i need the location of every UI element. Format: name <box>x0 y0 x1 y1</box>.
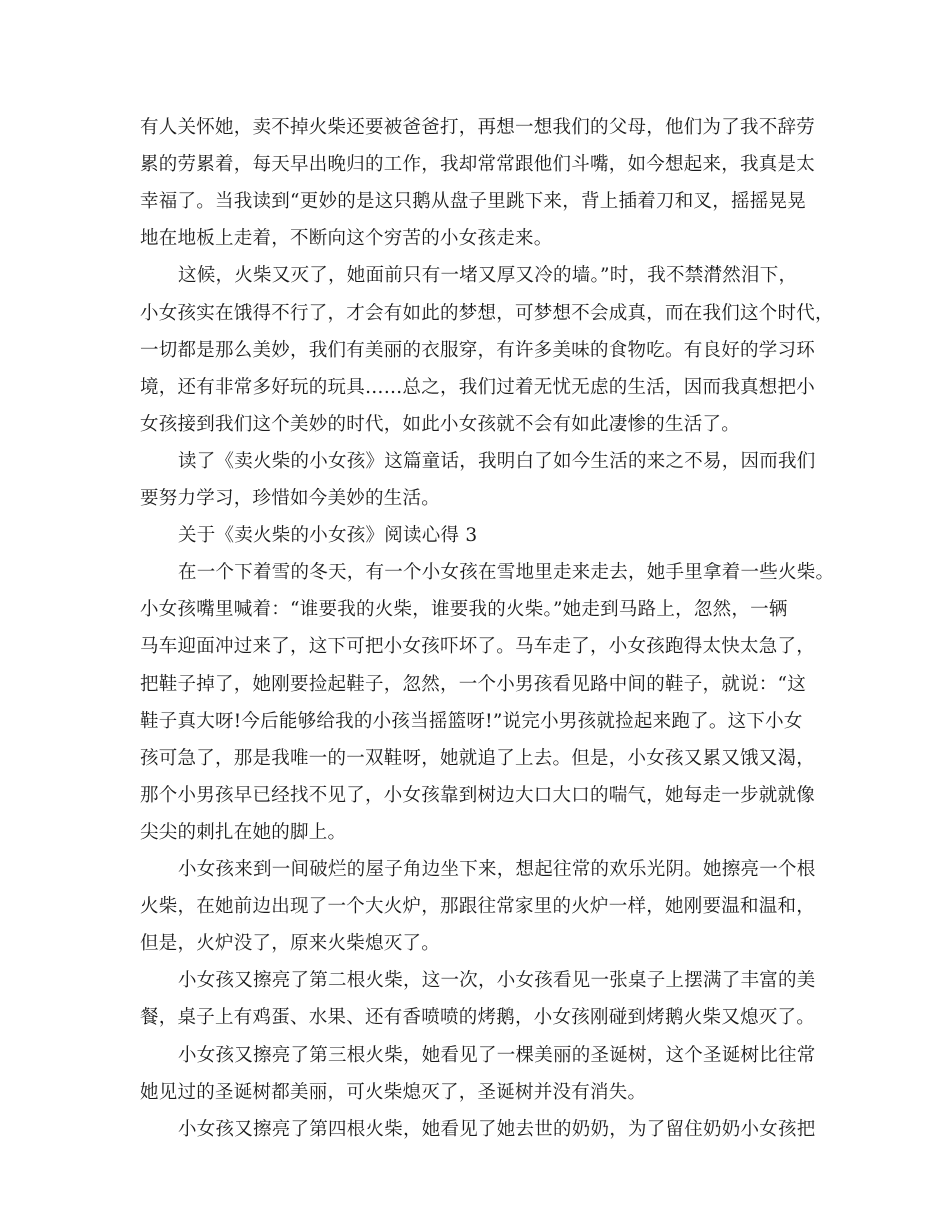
text-line: 读了《卖火柴的小女孩》这篇童话，我明白了如今生活的来之不易，因而我们 <box>178 450 816 472</box>
text-line: 这候，火柴又灭了，她面前只有一堵又厚又冷的墙。”时，我不禁潸然泪下， <box>178 265 798 287</box>
text-line: 她见过的圣诞树都美丽，可火柴熄灭了，圣诞树并没有消失。 <box>140 1081 647 1103</box>
text-line: 一切都是那么美妙，我们有美丽的衣服穿，有许多美味的食物吃。有良好的学习环 <box>140 339 816 361</box>
text-line: 小女孩又擦亮了第四根火柴，她看见了她去世的奶奶，为了留住奶奶小女孩把 <box>178 1118 816 1140</box>
text-line: 小女孩实在饿得不行了，才会有如此的梦想，可梦想不会成真，而在我们这个时代， <box>140 302 834 324</box>
text-line: 马车迎面冲过来了，这下可把小女孩吓坏了。马车走了，小女孩跑得太快太急了， <box>140 636 816 658</box>
text-line: 地在地板上走着，不断向这个穷苦的小女孩走来。 <box>140 228 553 250</box>
text-line: 餐，桌子上有鸡蛋、水果、还有香喷喷的烤鹅，小女孩刚碰到烤鹅火柴又熄灭了。 <box>140 1007 816 1029</box>
text-line: 境，还有非常多好玩的玩具……总之，我们过着无忧无虑的生活，因而我真想把小 <box>140 376 816 398</box>
text-line: 但是，火炉没了，原来火柴熄灭了。 <box>140 933 441 955</box>
text-line: 要努力学习，珍惜如今美妙的生活。 <box>140 488 441 509</box>
text-line: 尖尖的刺扎在她的脚上。 <box>140 821 347 843</box>
text-line: 小女孩来到一间破烂的屋子角边坐下来，想起往常的欢乐光阴。她擦亮一个根 <box>178 859 816 880</box>
text-line: 女孩接到我们这个美妙的时代，如此小女孩就不会有如此凄惨的生活了。 <box>140 413 741 435</box>
text-line: 累的劳累着，每天早出晚归的工作，我却常常跟他们斗嘴，如今想起来，我真是太 <box>140 154 816 176</box>
text-line: 小女孩嘴里喊着：“谁要我的火柴，谁要我的火柴。”她走到马路上，忽然，一辆 <box>140 599 788 621</box>
text-line: 有人关怀她，卖不掉火柴还要被爸爸打，再想一想我们的父母，他们为了我不辞劳 <box>140 117 816 138</box>
text-line: 火柴，在她前边出现了一个大火炉，那跟往常家里的火炉一样，她刚要温和温和， <box>140 896 816 918</box>
text-line: 把鞋子掉了，她刚要捡起鞋子，忽然，一个小男孩看见路中间的鞋子，就说：“这 <box>140 673 806 695</box>
text-line: 关于《卖火柴的小女孩》阅读心得 3 <box>178 525 478 547</box>
text-line: 鞋子真大呀!今后能够给我的小孩当摇篮呀!”说完小男孩就捡起来跑了。这下小女 <box>140 710 803 732</box>
text-line: 那个小男孩早已经找不见了，小女孩靠到树边大口大口的喘气，她每走一步就就像 <box>140 784 816 806</box>
text-line: 孩可急了，那是我唯一的一双鞋呀，她就追了上去。但是，小女孩又累又饿又渴， <box>140 747 816 769</box>
text-line: 小女孩又擦亮了第三根火柴，她看见了一棵美丽的圣诞树，这个圣诞树比往常 <box>178 1044 816 1066</box>
text-line: 在一个下着雪的冬天，有一个小女孩在雪地里走来走去，她手里拿着一些火柴。 <box>178 562 835 584</box>
text-line: 幸福了。当我读到“更妙的是这只鹅从盘子里跳下来，背上插着刀和叉，摇摇晃晃 <box>140 191 806 213</box>
text-line: 小女孩又擦亮了第二根火柴，这一次，小女孩看见一张桌子上摆满了丰富的美 <box>178 970 816 992</box>
